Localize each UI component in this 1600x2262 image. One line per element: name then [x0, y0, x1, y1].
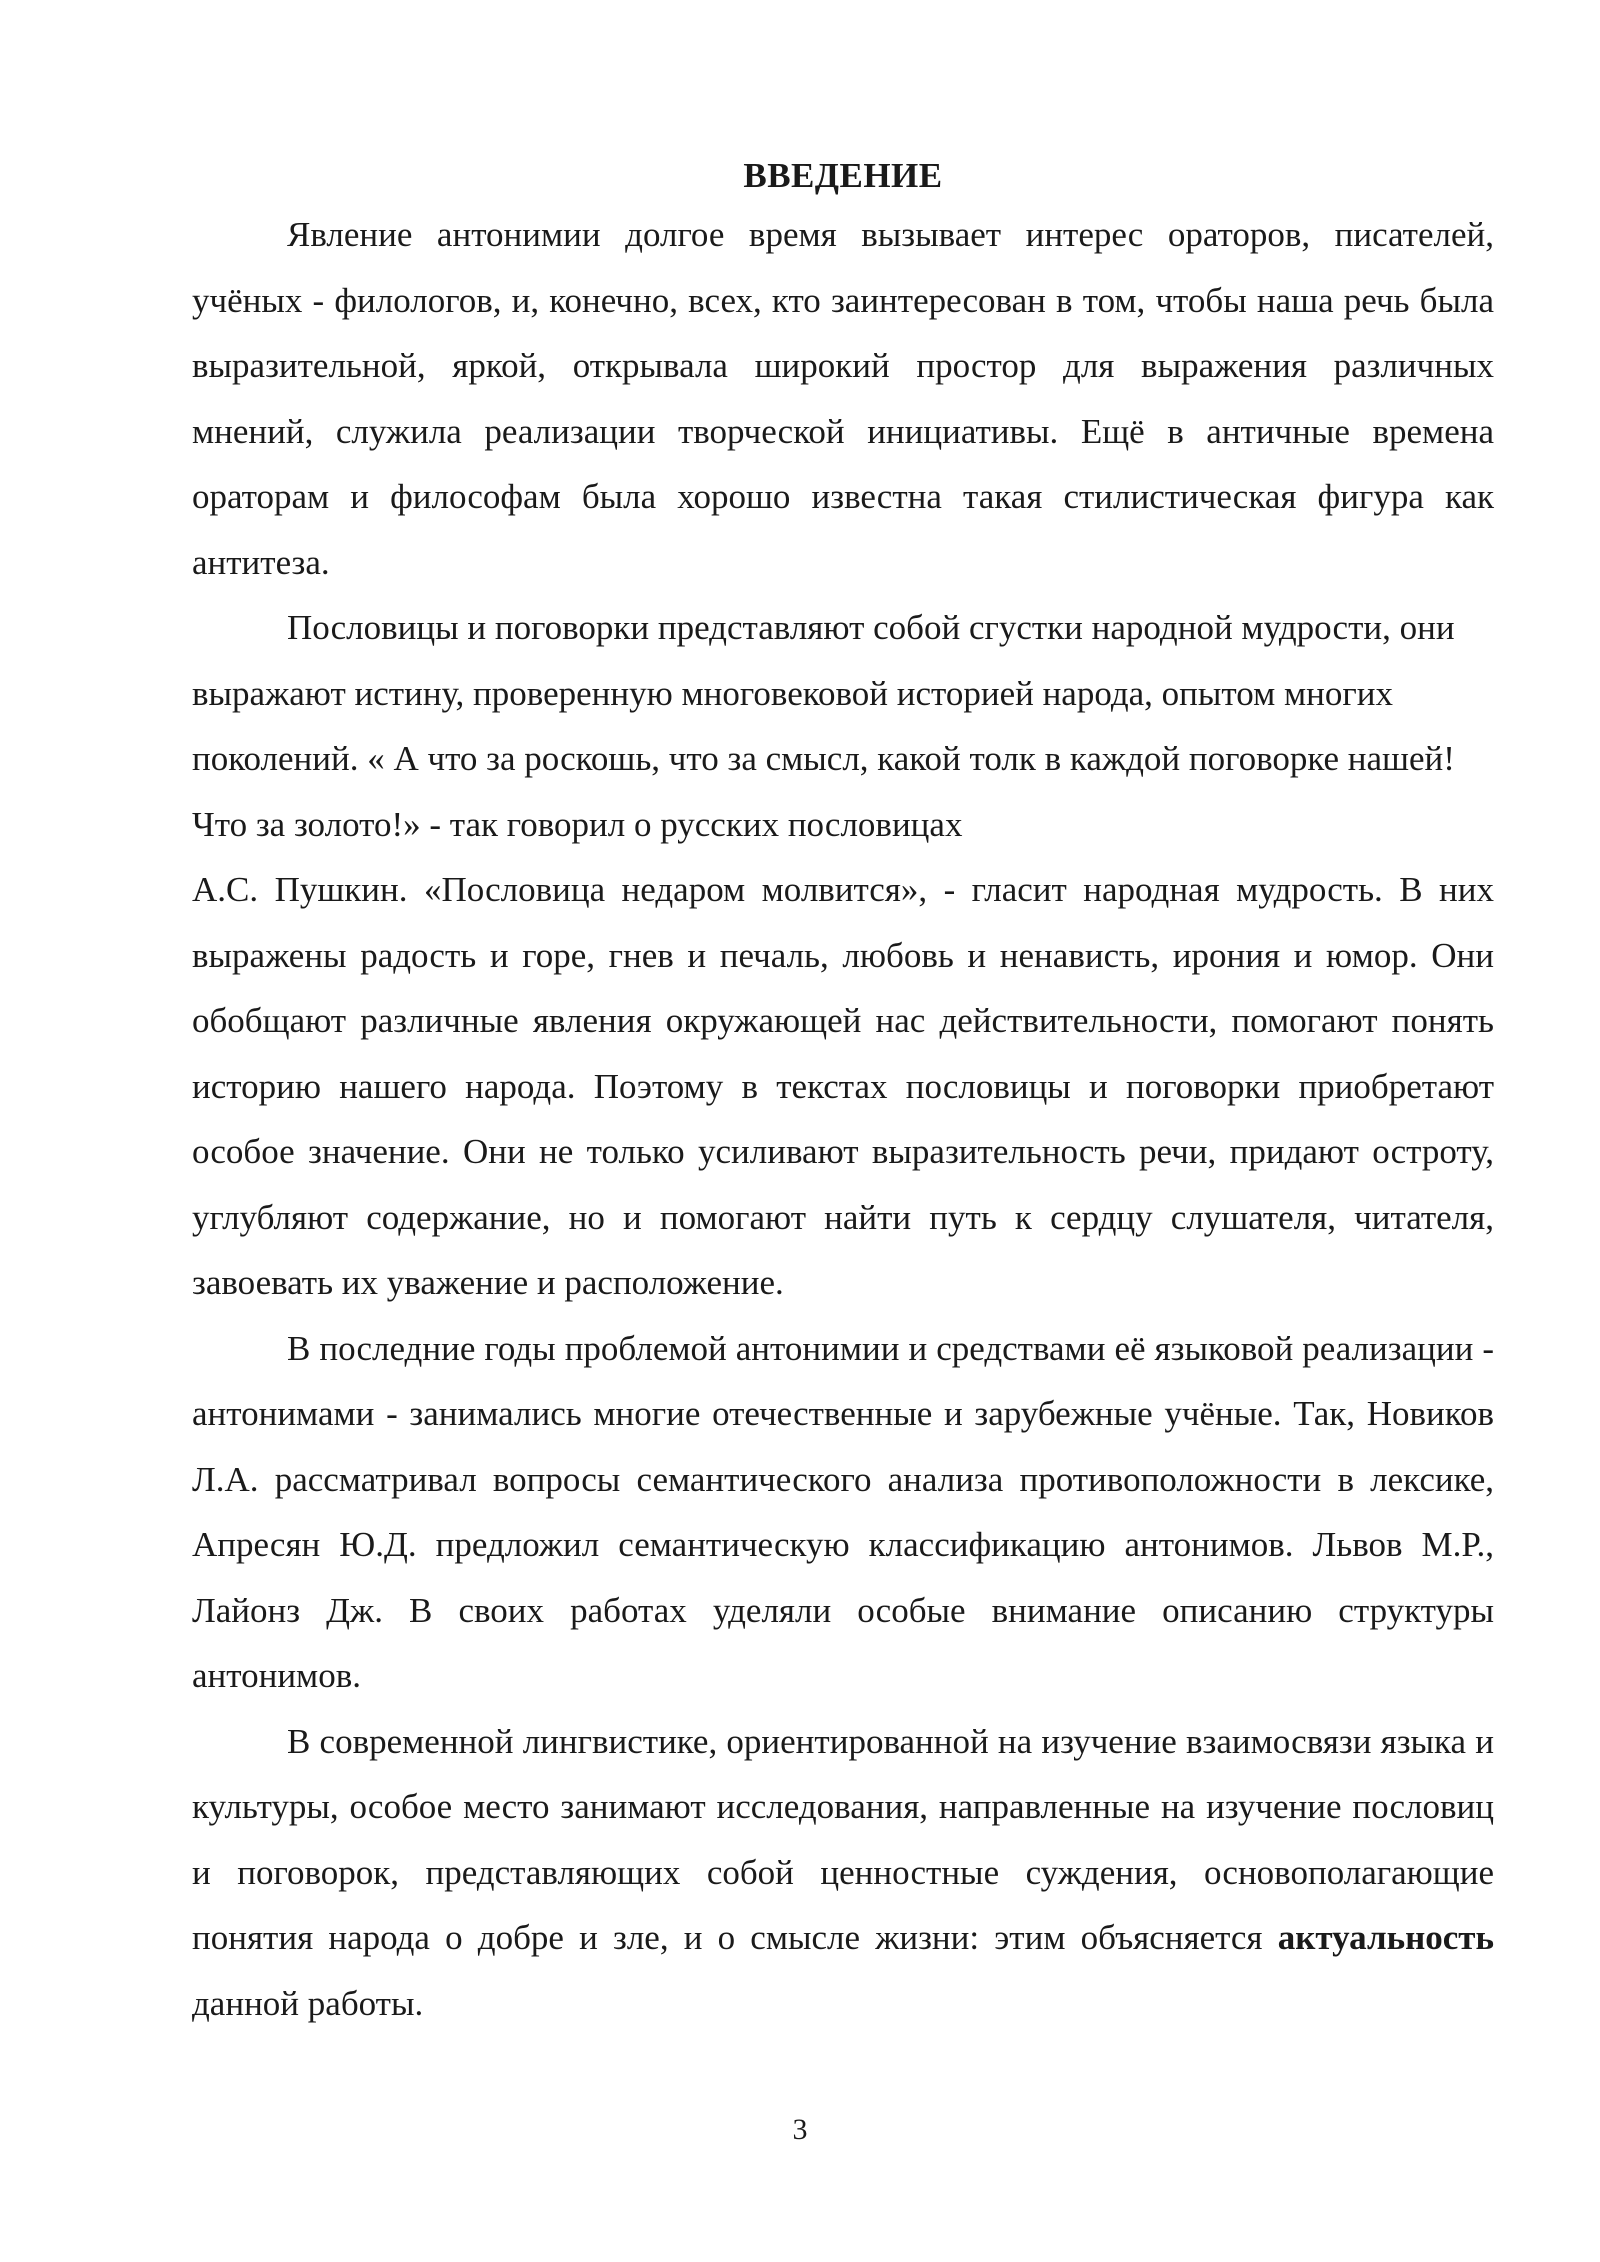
relevance-keyword: актуальность	[1277, 1918, 1494, 1957]
section-heading: ВВЕДЕНИЕ	[743, 156, 943, 195]
paragraph-proverbs-continuation: А.С. Пушкин. «Пословица недаром молвится», - гласит народная мудрость. В них выражены радость и горе, гнев и печаль, любовь и ненависть, ирония и юмор. Они обобщают различные явления окружающей нас действительности, помогают понять историю нашего народа. Поэтому в текстах пословицы и поговорки приобретают особое значение. Они не только усиливают выразительность речи, придают остроту, углубляют содержание, но и помогают найти путь к сердцу слушателя, читателя, завоевать их уважение и расположение.	[192, 870, 1494, 1302]
paragraph-proverbs-intro	[192, 595, 1494, 857]
document-body	[192, 150, 1494, 2036]
relevance-text-before: В современной лингвистике, ориентированной на изучение взаимосвязи языка и культуры, особое место занимают исследования, направленные на изучение пословиц и поговорок, представляющих собой ценностные суждения, основополагающие понятия народа о добре и зле, и о смысле жизни: этим объясняется	[192, 1721, 1494, 1957]
page-number: 3	[792, 2113, 808, 2146]
paragraph-proverbs-part1: Пословицы и поговорки представляют собой сгустки народной мудрости, они выражают истину, проверенную многовековой историей народа, опытом многих поколений. « А что за роскошь, что за смысл, какой толк в каждой поговорке нашей! Что за золото!» - так говорил о русских пословицах	[192, 608, 1455, 844]
paragraph-antonymy-interest: Явление антонимии долгое время вызывает интерес ораторов, писателей, учёных - филологов, и, конечно, всех, кто заинтересован в том, чтобы наша речь была выразительной, яркой, открывала широкий простор для выражения различных мнений, служила реализации творческой инициативы. Ещё в античные времена ораторам и философам была хорошо известна такая стилистическая фигура как антитеза.	[192, 215, 1494, 582]
paragraph-research-history: В последние годы проблемой антонимии и средствами её языковой реализации - антонимами - занимались многие отечественные и зарубежные учёные. Так, Новиков Л.А. рассматривал вопросы семантического анализа противоположности в лексике, Апресян Ю.Д. предложил семантическую классификацию антонимов. Львов М.Р., Лайонз Дж. В своих работах уделяли особые внимание описанию структуры антонимов.	[192, 1328, 1494, 1695]
paragraph-relevance	[192, 1709, 1494, 2037]
relevance-text-after: данной работы.	[192, 1983, 424, 2023]
